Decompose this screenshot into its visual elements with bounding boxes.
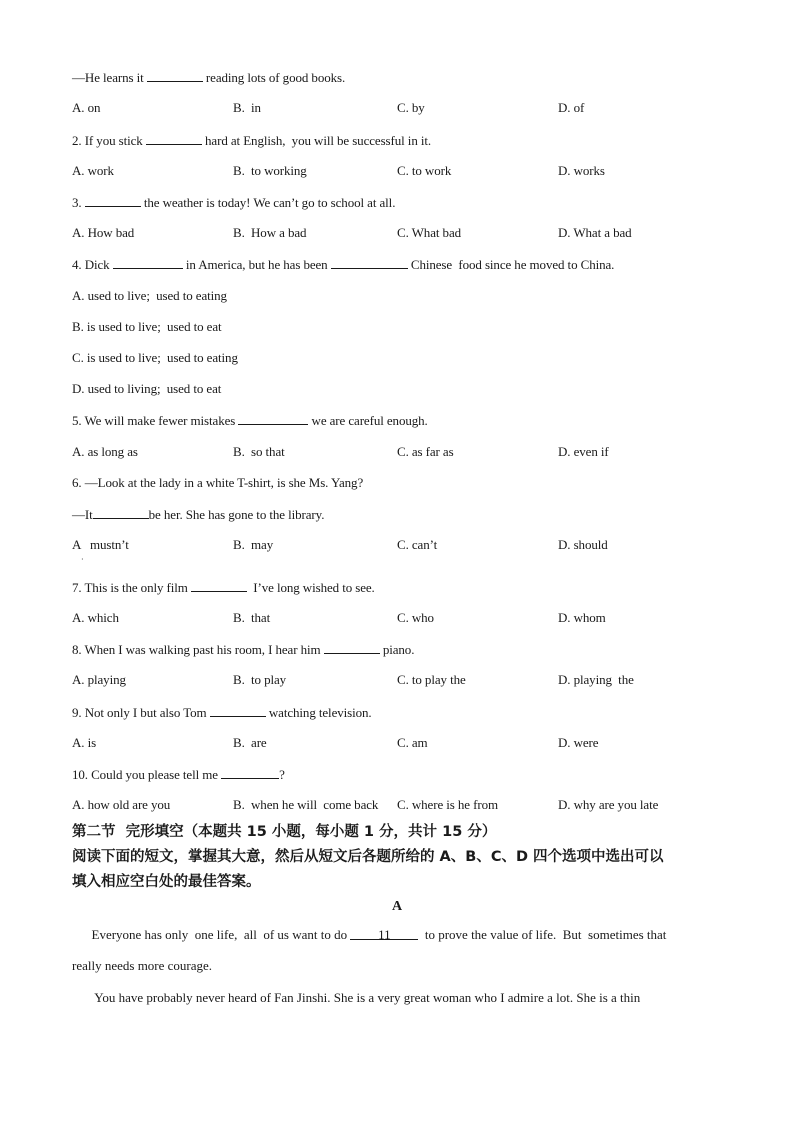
question-text: —It: [72, 507, 93, 522]
section-instruction-line-2: 填入相应空白处的最佳答案。: [72, 874, 261, 890]
option-a[interactable]: A. on: [72, 100, 101, 115]
question-text: watching television.: [265, 705, 372, 720]
section-heading: 第二节 完形填空（本题共 15 小题，每小题 1 分，共计 15 分）: [72, 824, 497, 840]
option-c[interactable]: C. to play the: [397, 672, 466, 687]
question-text: 10. Could you please tell me: [72, 767, 222, 782]
question-text: 8. When I was walking past his room, I hear him: [72, 642, 324, 657]
question-text: we are careful enough.: [308, 413, 428, 428]
question-text: the weather is today! We can’t go to school at all.: [140, 195, 396, 210]
passage-paragraph-1-line-2: really needs more courage.: [72, 958, 213, 973]
option-d[interactable]: D. whom: [558, 610, 606, 625]
option-a[interactable]: A. playing: [72, 672, 126, 687]
answer-blank[interactable]: [93, 506, 149, 519]
option-d[interactable]: D. playing the: [558, 672, 634, 687]
answer-blank[interactable]: [210, 704, 266, 717]
question-text: 9. Not only I but also Tom: [72, 705, 210, 720]
passage-text: Everyone has only one life, all of us want to do: [72, 927, 351, 942]
option-b[interactable]: B. to working: [233, 163, 307, 178]
answer-blank[interactable]: [238, 412, 308, 425]
question-text: —He learns it: [72, 70, 147, 85]
passage-text: to prove the value of life. But sometimes that: [418, 927, 667, 942]
option-b[interactable]: B. when he will come back: [233, 797, 379, 812]
option-b[interactable]: B. may: [233, 537, 274, 552]
option-a[interactable]: A. which: [72, 610, 119, 625]
option-c[interactable]: C. who: [397, 610, 434, 625]
question-text: in America, but he has been: [182, 257, 331, 272]
option-b[interactable]: B. are: [233, 735, 267, 750]
question-text: 5. We will make fewer mistakes: [72, 413, 239, 428]
option-a[interactable]: A. how old are you: [72, 797, 171, 812]
cloze-blank-11[interactable]: 11: [350, 927, 418, 940]
option-c[interactable]: C. where is he from: [397, 797, 498, 812]
option-a[interactable]: A. as long as: [72, 444, 138, 459]
passage-paragraph-1: [72, 927, 666, 943]
option-d[interactable]: D. why are you late: [558, 797, 659, 812]
answer-blank[interactable]: [113, 256, 183, 269]
option-d[interactable]: D. What a bad: [558, 225, 632, 240]
option-b[interactable]: B. so that: [233, 444, 285, 459]
option-a[interactable]: A. How bad: [72, 225, 135, 240]
question-text: 7. This is the only film: [72, 580, 191, 595]
option-d[interactable]: D. used to living; used to eat: [72, 381, 222, 396]
passage-paragraph-2: You have probably never heard of Fan Jinshi. She is a very great woman who I admire a lot. She is a thin: [72, 990, 641, 1005]
question-6-reply: [72, 506, 324, 523]
question-1-answer-line: [72, 69, 345, 86]
question-text: Chinese food since he moved to China.: [407, 257, 615, 272]
question-text: 2. If you stick: [72, 133, 146, 148]
option-a[interactable]: A mustn’t: [72, 537, 129, 552]
question-5: [72, 412, 428, 429]
section-instruction-line-1: 阅读下面的短文，掌握其大意，然后从短文后各题所给的 A、B、C、D 四个选项中选出可以: [72, 849, 664, 865]
option-c[interactable]: C. by: [397, 100, 425, 115]
question-text: 3.: [72, 195, 85, 210]
question-10: [72, 766, 285, 783]
stray-dot: ·: [81, 555, 84, 564]
answer-blank-2[interactable]: [331, 256, 408, 269]
option-c[interactable]: C. to work: [397, 163, 452, 178]
option-d[interactable]: D. even if: [558, 444, 609, 459]
answer-blank[interactable]: [85, 194, 141, 207]
option-d[interactable]: D. of: [558, 100, 585, 115]
option-d[interactable]: D. should: [558, 537, 608, 552]
question-text: reading lots of good books.: [202, 70, 346, 85]
option-b[interactable]: B. in: [233, 100, 261, 115]
answer-blank[interactable]: [324, 641, 380, 654]
passage-label: A: [391, 899, 403, 914]
question-4: [72, 256, 614, 273]
question-text: ?: [279, 767, 285, 782]
answer-blank[interactable]: [221, 766, 279, 779]
option-b[interactable]: B. that: [233, 610, 271, 625]
question-2: [72, 132, 431, 149]
option-a[interactable]: A. is: [72, 735, 97, 750]
question-9: [72, 704, 372, 721]
question-text: be her. She has gone to the library.: [148, 507, 325, 522]
option-b[interactable]: B. How a bad: [233, 225, 307, 240]
question-text: piano.: [379, 642, 415, 657]
option-a[interactable]: A. used to live; used to eating: [72, 288, 227, 303]
answer-blank[interactable]: [191, 579, 247, 592]
question-text: I’ve long wished to see.: [246, 580, 375, 595]
option-c[interactable]: C. What bad: [397, 225, 462, 240]
option-c[interactable]: C. can’t: [397, 537, 438, 552]
option-a[interactable]: A. work: [72, 163, 114, 178]
question-8: [72, 641, 414, 658]
question-6: 6. —Look at the lady in a white T-shirt, is she Ms. Yang?: [72, 475, 364, 490]
option-c[interactable]: C. as far as: [397, 444, 454, 459]
option-d[interactable]: D. were: [558, 735, 599, 750]
question-text: hard at English, you will be successful in it.: [201, 133, 432, 148]
answer-blank[interactable]: [147, 69, 203, 82]
option-c[interactable]: C. am: [397, 735, 428, 750]
question-3: [72, 194, 395, 211]
option-d[interactable]: D. works: [558, 163, 605, 178]
answer-blank[interactable]: [146, 132, 202, 145]
option-c[interactable]: C. is used to live; used to eating: [72, 350, 238, 365]
question-7: [72, 579, 375, 596]
question-text: 4. Dick: [72, 257, 113, 272]
option-b[interactable]: B. is used to live; used to eat: [72, 319, 222, 334]
option-b[interactable]: B. to play: [233, 672, 287, 687]
